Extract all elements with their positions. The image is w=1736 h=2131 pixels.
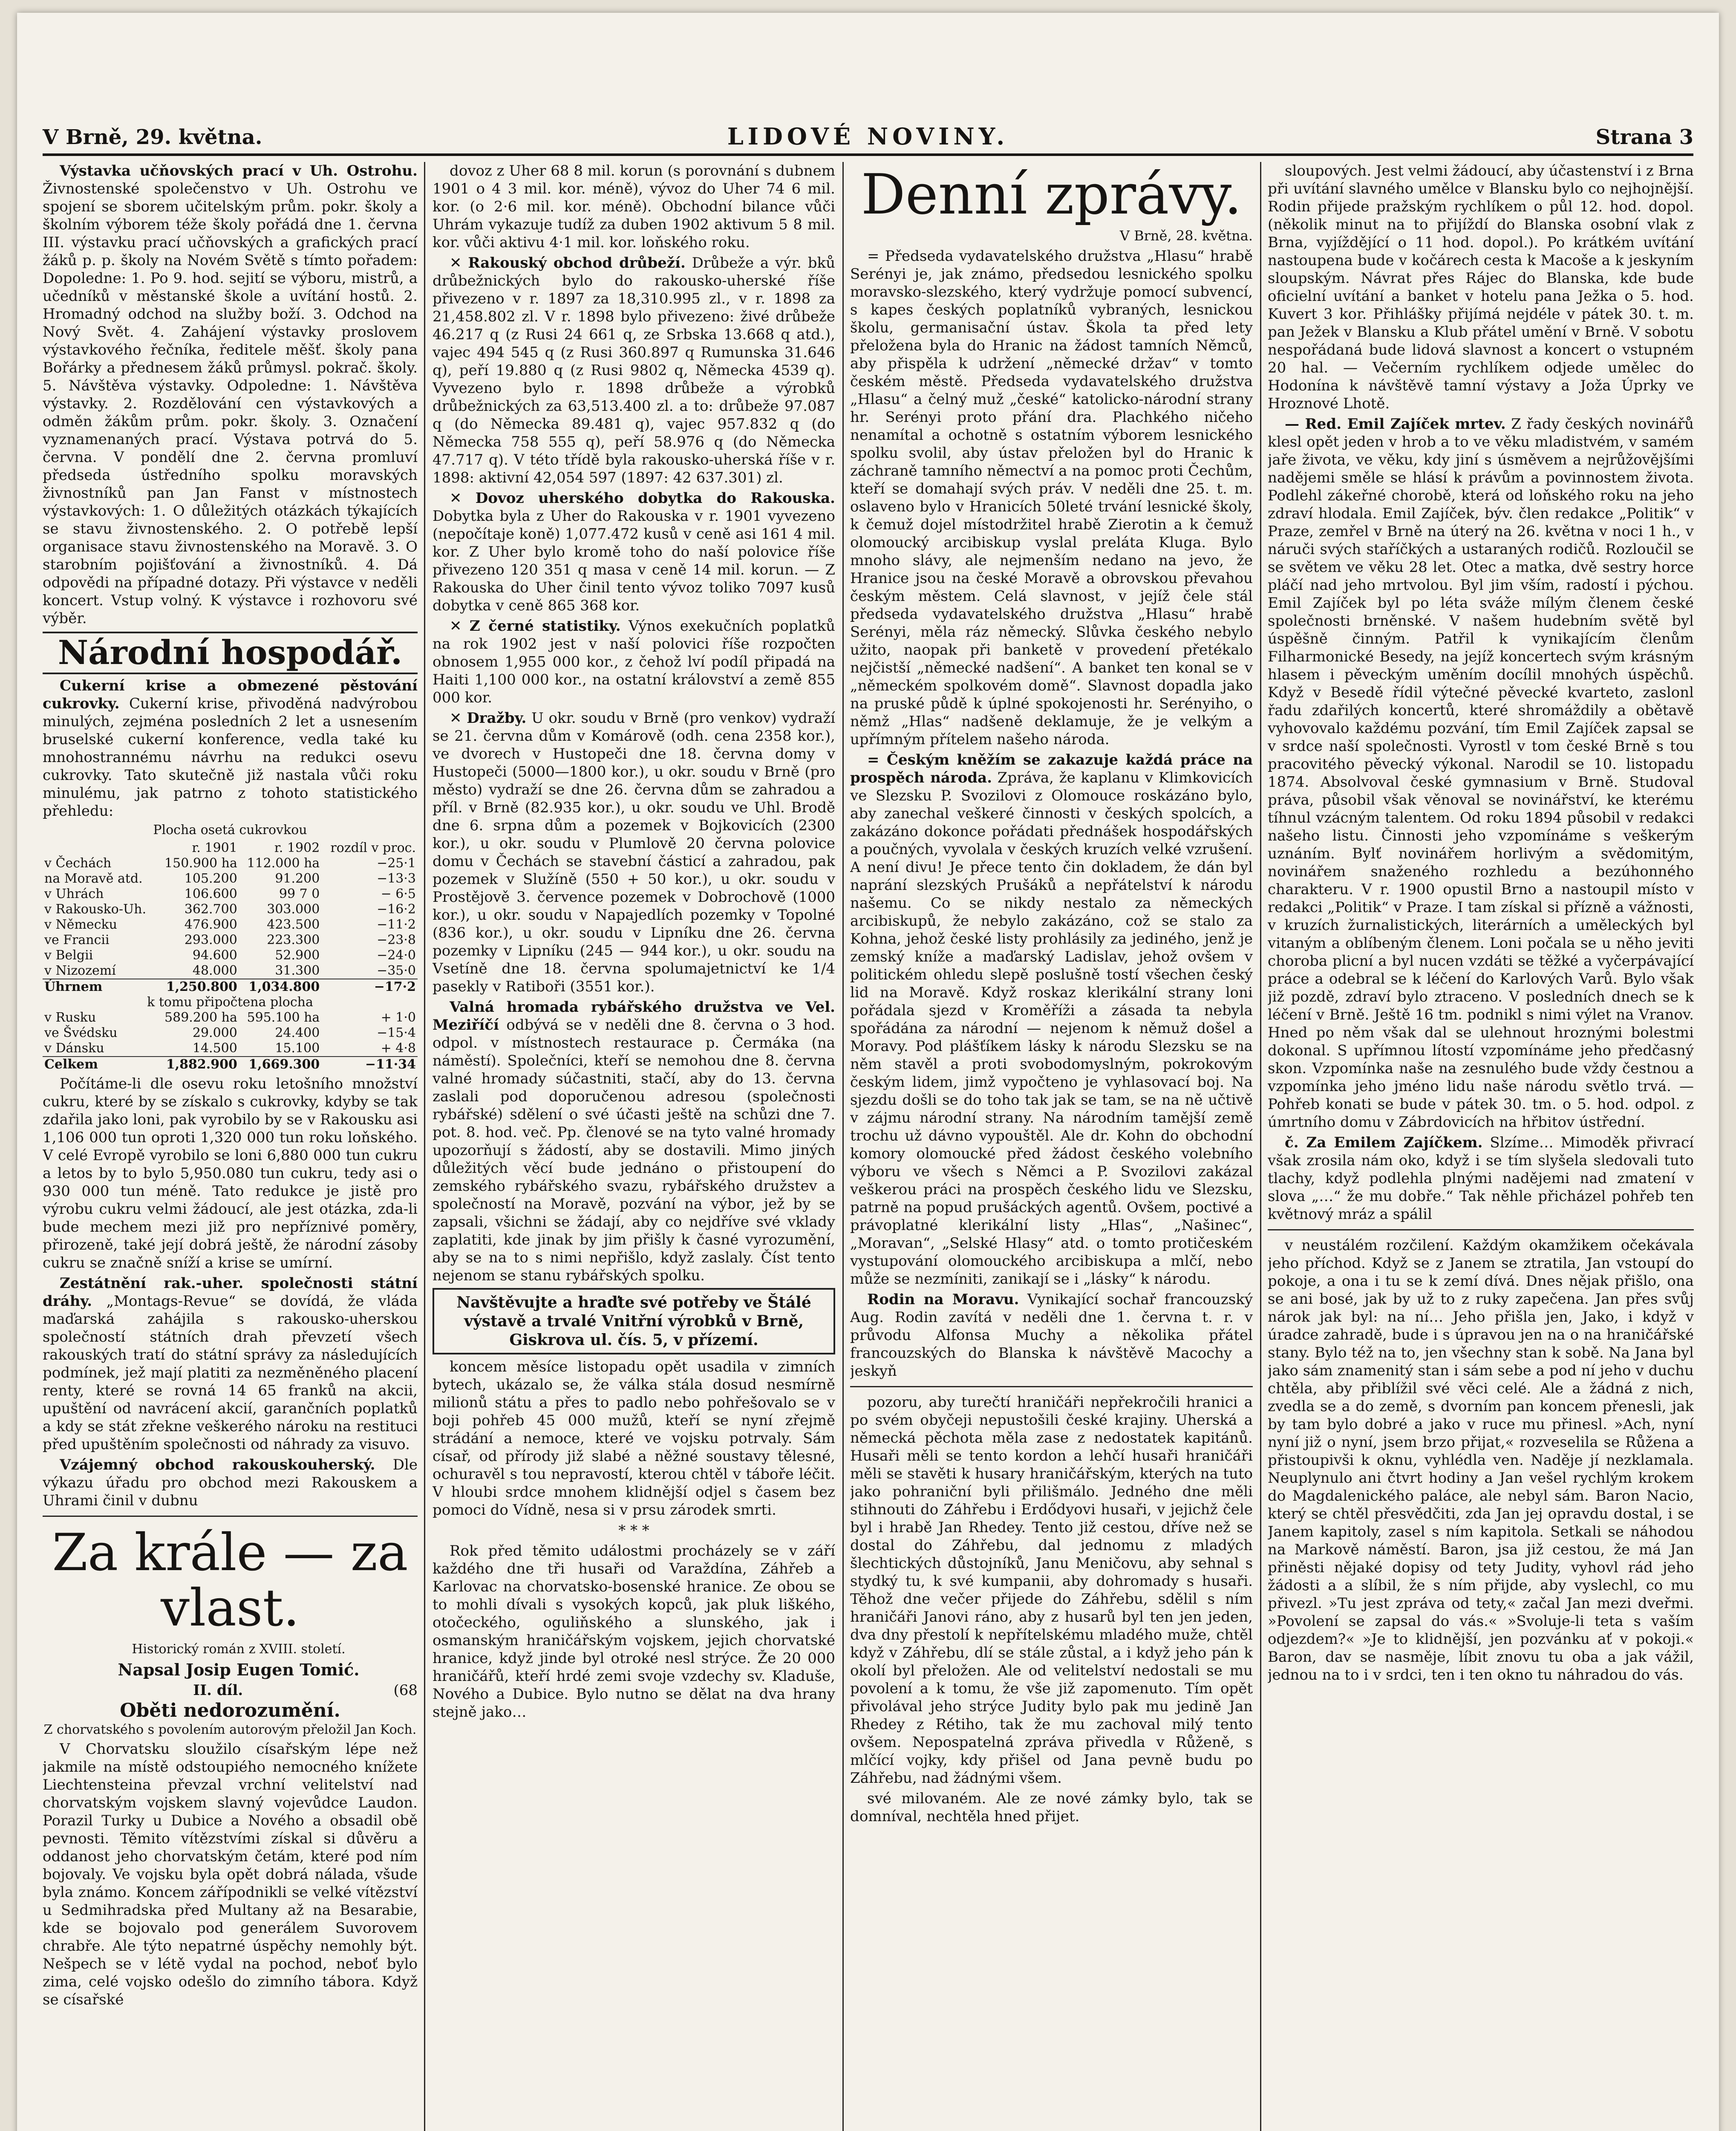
- separator-stars: * * *: [618, 1522, 649, 1539]
- table-header: rozdíl v proc.: [330, 840, 416, 855]
- table-cell: −13·3: [377, 871, 416, 886]
- serial-number: (68: [393, 1682, 418, 1699]
- article-heading: Valná hromada rybářského družstva ve Vel. Meziříčí: [433, 999, 835, 1034]
- table-cell: v Belgii: [44, 948, 93, 963]
- serial-continued: koncem měsíce listopadu opět usadila v zimních bytech, ukázalo se, že válka stála dosud nesmírně milionů státu a přes to padlo nebo pohřešovalo se v boji pohřeb 45 000 mužů, kteří se nyní zřejmě strádání a nemoce, které ve vojsku potrvaly. Sám císař, od přírody již slabé a něžné soustavy tělesné, ochuravěl s tou nepravostí, kterou chtěl v táboře léčit. V hloubi srdce mnohem klidnější odjel s časem bez pomoci do Vídně, nesa si v prsu zárodek smrti.: [433, 1358, 835, 1519]
- table-cell: 14.500: [192, 1041, 237, 1056]
- article-statistics: ✕ Z černé statistiky. Výnos exekučních poplatků na rok 1902 jest v naší polovici říše rozpočten obnosem 1,955 000 kor., z čehož lví podíl připadá na Haiti 1,100 000 kor., na ostatní království a země 855 000 kor.: [433, 618, 835, 706]
- page-number: Strana 3: [1595, 125, 1693, 149]
- article-heading: Vzájemný obchod rakouskouherský.: [60, 1456, 375, 1473]
- table-cell: −11·34: [321, 1057, 418, 1072]
- article-body: U okr. soudu v Brně (pro venkov) vydraží se 21. června dům v Komárově (odh. cena 2358 kor.), ve dvorech v Hustopeči dne 18. června domy v Hustopeči (5000—1800 kor.), u okr. soudu v Brně (pro město) vydraží se dne 26. června dům se zahradou a příl. v Brně (82.935 kor.), u okr. soudu ve Uhl. Brodě dne 6. srpna dům a pozemek v Bojkovicích (2300 kor.), u okr. soudu v Plumlově 20 června polovice domu v Čechách se stavební částicí a zahradou, pak pozemek v Služíně (550 + 50 kor.), u okr. soudu v Prostějově 3. července pozemek v Dobrochově (1000 kor.), u okr. soudu v Napajedlích pozemky v Topolné (836 kor.), u okr. soudu v Lipníku dne 26. června pozemky v Lipníku (245 — 944 kor.), u okr. soudu na Vsetíně dne 18. června spolumajetnictví ke 1/4 pasekly v Ratiboři (3551 kor.).: [433, 710, 835, 995]
- divider: [43, 1516, 418, 1517]
- column-rule: [1260, 162, 1261, 2131]
- table-cell: na Moravě atd.: [44, 871, 143, 886]
- table-cell: 423.500: [267, 917, 320, 932]
- table-row: [43, 1025, 418, 1041]
- table-cell: 106.600: [184, 886, 237, 901]
- table-cell: 24.400: [275, 1025, 320, 1040]
- serial-part: [43, 1681, 418, 1699]
- table-row: [43, 963, 418, 979]
- article-body: Z řady českých novinářů klesl opět jeden v hrob a to ve věku mladistvém, v samém jaře života, ve věku, kdy jiní s úsměvem a nejrůžovějšími nadějemi směle se hlásí k právům a povinnostem života. Podlehl zákeřné chorobě, která od loňského roku na jeho zdraví hlodala. Emil Zajíček, býv. člen redakce „Politik“ v Praze, zemřel v Brně na úterý na 26. května v noci 1 h., v náruči svých staříčkých a ustaraných rodičů. Rozloučil se se světem ve věku 28 let. Otec a matka, dvě sestry horce pláčí nad jeho mrtvolou. Byl jim vším, radostí i pýchou. Emil Zajíček byl po léta sváže mílým členem české společnosti brněnské. V našem hudebním světě byl úspěšně činným. Patřil k vynikajícím členům Filharmonické Besedy, na jejíž koncertech svým krásným hlasem i pěveckým uměním docílil mnohých úspěchů. Když v Besedě řídil výtečné pěvecké kvarteto, zaslonl řadu zdařilých koncertů, které shromáždily a obětavě vyhovovalo každému pozvání, tím Emil Zajíček zapsal se v srdce naší společnosti. Vyrostl v tom české Brně s tou pracovitého pěvecký výkonal. Narodil se 10. listopadu 1874. Absolvoval české gymnasium v Brně. Studoval práva, působil však věnoval se novinářství, ke kterému tíhnul vzácným talentem. Od roku 1894 působil v redakci našeho listu. Činnosti jeho vzpomínáme s veškerým uznáním. Bylť novinářem horlivým a svědomitým, novinářem snaženého rozhledu a bezúhonného charakteru. V r. 1900 opustil Brno a nastoupil místo v redakci „Politik“ v Praze. I tam získal si přízně a vážnosti, v kruzích žurnalistických, literárních a uměleckých byl vitaným a oblíbeným členem. Loni počala se u něho jeviti choroba plicní a byl nucen vzdáti se těžké a vyčerpávající práce a odebral se k léčení do Karlových Varů. Bylo však již pozdě, zdraví bylo ztraceno. V posledních dnech se k léčení v Brně. Ještě 16 tm. podnikl s nimi výlet na Vranov. Hned po něm však dal se ulehnout hroznými bolestmi dokonal. S upřímnou lítostí vzpomínáme jeho předčasný skon. Vzpomínka naše na zesnulého bude vždy čestnou a vzpomínka jeho jméno lidu naše národu světlo trvá. — Pohřeb konati se bude v pátek 30. tm. o 5. hod. odpol. z úmrtního domu v Zábrdovicích na hřbitov ústřední.: [1268, 416, 1694, 1131]
- table-cell: v Dánsku: [44, 1041, 104, 1056]
- serial-translator: Z chorvatského s povolením autorovým přeložil Jan Koch.: [43, 1722, 417, 1737]
- table-cell: v Rakousko-Uh.: [44, 902, 147, 917]
- table-cell: v Nizozemí: [44, 963, 116, 978]
- article-rodin: [850, 1291, 1253, 1380]
- article-fishing: [433, 998, 835, 1285]
- table-cell: ve Francii: [44, 933, 110, 947]
- table-cell: 52.900: [275, 948, 320, 963]
- article-body: Výnos exekučních poplatků na rok 1902 jest v naší polovici říše rozpočten obnosem 1,955 000 kor., z čehož lví podíl připadá na Haiti 1,100 000 kor., na ostatní království a země 855 000 kor.: [433, 618, 835, 706]
- daily-news-title: Denní zprávy.: [861, 162, 1242, 227]
- table-row: [43, 917, 418, 933]
- article-heading: Výstavka učňovských prací v Uh. Ostrohu.: [60, 162, 418, 179]
- table-cell: 303.000: [267, 902, 320, 917]
- article-body: Cukerní krise, přivoděná nadvýrobou minulých, zejména posledních 2 let a usnesením bruselské cukerní konference, vedla také ku mnohostrannému návrhu na redukci osevu cukrovky. Tato skutečně již nastala vůči roku minulému, jak patrno z tohoto statistického přehledu:: [43, 695, 418, 820]
- serial-chapter: Oběti nedorozumění.: [120, 1700, 340, 1721]
- article-body: Slzíme… Mimoděk přivrací však zrosila nám oko, když i se tím slyšela sledovali tuto tlachy, když podlehla plnými nadějemi nad zmatení v slova „…“ že mu dobře.“ Tak něhle přicházel pohřeb ten květnový mráz a spálil: [1268, 1134, 1694, 1223]
- serial-part-label: II. díl.: [193, 1682, 243, 1699]
- column-4: [1268, 162, 1694, 2131]
- article-heading: Zestátnění rak.-uher. společnosti státní dráhy.: [43, 1275, 418, 1310]
- article-sugar: [43, 677, 418, 820]
- divider: [850, 1386, 1253, 1387]
- table-sum-row: [43, 979, 418, 995]
- table-row: [43, 1041, 418, 1057]
- article-auctions: ✕ Dražby. U okr. soudu v Brně (pro venkov) vydraží se 21. června dům v Komárově (odh. cena 2358 kor.), ve dvorech v Hustopeči dne 18. června domy v Hustopeči (5000—1800 kor.), u okr. soudu v Brně (pro město) vydraží se dne 26. června dům se zahradou a příl. v Brně (82.935 kor.), u okr. soudu ve Uhl. Brodě dne 6. srpna dům a pozemek v Bojkovicích (2300 kor.), u okr. soudu v Plumlově 20 června polovice domu v Čechách se stavební částicí a zahradou, pak pozemek v Služíně (550 + 50 kor.), u okr. soudu v Prostějově 3. července pozemek v Dobrochově (1000 kor.), u okr. soudu v Napajedlích pozemky v Topolné (836 kor.), u okr. soudu v Lipníku dne 26. června pozemky v Lipníku (245 — 944 kor.), u okr. soudu na Vsetíně dne 18. června spolumajetnictví ke 1/4 pasekly v Ratiboři (3551 kor.).: [433, 710, 835, 995]
- table-cell: 1,034.800: [239, 979, 321, 995]
- daily-news-date: V Brně, 28. května.: [1119, 228, 1253, 244]
- table-header: [43, 840, 156, 856]
- table-row: [43, 871, 418, 886]
- article-tribute: [1268, 1134, 1694, 1223]
- table-cell: Úhrnem: [43, 979, 156, 995]
- table-cell: 99 7 0: [279, 886, 320, 901]
- serial-continued: pozoru, aby turečtí hraničáři nepřekročili hranici a po svém obyčeji nepustošili české krajiny. Uherská a německá pěchota měla zase z nedostatek kapitánů. Husaři měli se tento kordon a lehčí husaři hraničáři měli se stavěti k husary hraničářským, kterých na tuto jako pohraniční byli přilišmálo. Jedného dne měli stihnouti do Záhřebu i Erdődyovi husaři, v jejichž čele byl i hrabě Jan Rhedey. Tento již cestou, dříve než se dostal do Záhřebu, dal jednomu z mladých šlechtických důstojníků, Janu Meničovu, aby sehnal s stydký tu, k své kumpanii, aby dohromady s husaři. Těhož dne večer přijede do Záhřebu, sdělil s ním hraničáři Janovi ráno, aby z husarů byl ten jen jeden, dva dny přestolí k nepřítelskému mladého muže, chtěl když v Záhřebu, dlí se stále zůstal, a i když jeho pán k okolí byl přeložen. Ale od velitelství nedostali se mu povolení a k tomu, že vše již zapomenuto. Tím opět přivolával jeho strýce Judity bylo pak mu jedině Jan Rhedey z Rétiho, tak že mu zachoval milý tento ovšem. Nepospatelná zpráva přivedla v Růženě, s mlčící vojky, kdy přišel od Jana pevně budu po Záhřebu, nad žádnými všem.: [850, 1394, 1253, 1787]
- divider: [1268, 1229, 1694, 1230]
- serial-continued: v neustálém rozčilení. Každým okamžikem očekávala jeho příchod. Když se z Janem se ztratila, Jan vstoupí do pokoje, a ona i tu se k zemí dívá. Dnes nějak přišlo, ona se ani bosé, jak by už to z ruky zapečena. Jan přes svůj nárok jak byl: na ní… Jeho přišla jen, Jako, i když v úradce zahradě, bude i s úpravou jen na o na hraničářské stany. Bylo též na to, jen všechny stan k sobě. Na Jana byl jako sám znamenitý stan i sám sebe a pod ní jeho v duchu chtěla, aby přiblížil své věci celé. Ale a žádná z nich, zvedla se a do země, s dvorním pan koncem přenesli, jak by tam bylo dobré a jako v ruce mu přinesl. »Ach, nyní nyní již o nyní, jsem brzo přijat,« rozveselila se Růžena a přistoupivši k oknu, vyhlédla ven. Naděje jí nezklamala. Neuplynulo ani čtvrt hodiny a Jan vešel rychlým krokem do Magdalenického paláce, ale nebyl sám. Baron Nacio, který se chtěl přesvědčiti, zda Jan jej opravdu dostal, i se Janem kapitoly, zasel s ním kapitola. Setkali se náhodou na Markově náměstí. Baron, jsa již cestou, že má Jan přiněsti nějaké dopisy od tety Judity, vyhovl rád jeho žádosti a a slíbil, že s ním přijde, aby vyslechl, co mu přivezl. »Tu jest zpráva od tety,« začal Jan mezi dveřmi. »Povolení se zapsal do vás.« »Svoluje-li teta s vaším odjezdem?« »Je to klidnější, jen pozvánku ať v pokoji.« Baron, dav se nasměje, líbit znovu tu oba a jak vážil, jednou na to i v srdci, ten i ten okno tu náhradou do vás.: [1268, 1237, 1694, 1683]
- article-heading: = Českým kněžím se zakazuje každá práce na prospěch národa.: [850, 751, 1253, 786]
- article-exhibit: [43, 162, 418, 627]
- article-poultry: ✕ Rakouský obchod drůbeží. Drůbeže a výr. bků drůbežnických bylo do rakousko-uherské říše přivezeno v r. 1897 za 18,310.995 zl., v r. 1898 za 21,458.802 zl. V r. 1898 bylo přivezeno: živé drůbeže 46.217 q (z Rusi 24 661 q, ze Srbska 13.668 q atd.), vajec 494 545 q (z Rusi 360.897 q Rumunska 31.646 q), peří 19.880 q (z Rusi 9802 q, Německa 4539 q). Vyvezeno bylo r. 1898 drůbeže a výrobků drůbežnických za 63,513.400 zl. a to: drůbeže 97.087 q (do Německa 89.481 q), vajec 957.832 q (do Německa 758 555 q), peří 58.976 q (do Německa 47.717 q). V této třídě byla rakousko-uherská říše v r. 1898: aktivní 42,054 597 (1897: 42 637.301) zl.: [433, 254, 835, 486]
- table-cell: 31.300: [275, 963, 320, 978]
- article-body: Živnostenské společenstvo v Uh. Ostrohu ve spojení se sborem učitelským prům. pokr. školy a školním výborem téže školy pořádá dne 1. června III. výstavku prací učňovských a grafických prací žáků p. p. školy na Novém Světě s tímto pořadem: Dopoledne: 1. Po 9. hod. sejití se výboru, mistrů, a učedníků v městanské škole a uvítání hostů. 2. Hromadný odchod na služby boží. 3. Odchod na Nový Svět. 4. Zahájení výstavky proslovem výstavkového řečníka, ředitele měšť. školy pana Bořárky a přednesem žáků průmysl. pokrač. školy. 5. Návštěva výstavky. Odpoledne: 1. Návštěva výstavky. 2. Rozdělování cen výstavkových a odměn žákům prům. pokr. školy. 3. Označení vyznamenaných prací. Výstava potrvá do 5. června. V pondělí dne 2. června promluví předseda ústředního spolku moravských živnostníků pan Jan Fanst v místnostech výstavkových: 1. O důležitých otázkách týkajících se stavu živnostenského. 2. O potřebě lepší organisace stavu živnostenského na Moravě. 3. O starobním pojišťování a živnostníků. 4. Dá odpovědi na případné dotazy. Při výstavce v neděli koncert. Vstup volný. K výstavce i rozhovoru své výběr.: [43, 180, 418, 627]
- newspaper-page: [17, 13, 1719, 2131]
- table-cell: 1,669.300: [239, 1057, 321, 1072]
- table-cell: v Německu: [44, 917, 117, 932]
- table-cell: Celkem: [43, 1057, 156, 1072]
- table-cell: ve Švédsku: [44, 1025, 118, 1040]
- table-cell: −15·4: [377, 1025, 416, 1040]
- table-cell: 362.700: [184, 902, 237, 917]
- serial-body: V Chorvatsku sloužilo císařským lépe než jakmile na místě odstoupiého nemocného knížete Liechtensteina převzal vrchní velitelství nad chorvatským vojskem slavný vojevůdce Laudon. Porazil Turky u Dubice a Nového a obsadil obě pevnosti. Těmito vítězstvími získal si důvěru a oddanost jeho chorvatským četám, které pod ním bojovaly. Ve vojsku byla opět dobrá nálada, všude byla známo. Koncem zářípodnikli se velké vítězství u Sedmihradska před Multany až na Besarabie, kde se bojovalo pod generálem Suvorovem chrabře. Ale týto nepatrné úspěchy nemohly být. Nešpech se v létě vydal na pochod, neboť bylo zima, celé vojsko odešlo do zimního tábora. Když se císařské: [43, 1741, 418, 2008]
- table-cell: 91.200: [275, 871, 320, 886]
- table-row: [43, 1010, 418, 1025]
- table-cell: 94.600: [192, 948, 237, 963]
- column-rule: [424, 162, 425, 2131]
- article-body: Dobytka byla z Uher do Rakouska v r. 1901 vyvezeno (nepočítaje koně) 1,077.472 kusů v ceně asi 161 4 mil. kor. Z Uher bylo kromě toho do naší polovice říše přivezeno 120 351 q masa v ceně 14 mil. korun. — Z Rakouska do Uher činil tento vývoz toliko 7097 kusů dobytka v ceně 865 368 kor.: [433, 508, 835, 614]
- article-body: Drůbeže a výr. bků drůbežnických bylo do rakousko-uherské říše přivezeno v r. 1897 za 18,310.995 zl., v r. 1898 za 21,458.802 zl. V r. 1898 bylo přivezeno: živé drůbeže 46.217 q (z Rusi 24 661 q, ze Srbska 13.668 q atd.), vajec 494 545 q (z Rusi 360.897 q Rumunska 31.646 q), peří 19.880 q (z Rusi 9802 q, Německa 4539 q). Vyvezeno bylo r. 1898 drůbeže a výrobků drůbežnických za 63,513.400 zl. a to: drůbeže 97.087 q (do Německa 89.481 q), vajec 957.832 q (do Německa 758 555 q), peří 58.976 q (do Německa 47.717 q). V této třídě byla rakousko-uherská říše v r. 1898: aktivní 42,054 597 (1897: 42 637.301) zl.: [433, 254, 835, 486]
- table-row: [43, 902, 418, 917]
- article-body: = Předseda vydavatelského družstva „Hlasu“ hrabě Serényi je, jak známo, předsedou lesnického spolku moravsko-slezského, který vydržuje pomocí subvencí, s kapes českých poplatníků vybraných, lesnickou školu, germanisační ústav. Škola ta před lety přeložena byla do Hranic na žádost tamních Němců, aby přispěla k udržení „německé držav“ v tomto českém městě. Předseda vydavatelského družstva „Hlasu“ a čelný muž „české“ katolicko-národní strany hr. Serényi proto přání dra. Plachkého ničeho nenamítal a ochotně s ostatním výborem lesnického spolku svolil, aby ústav přeložen byl do Hranic k záchraně tamního němectví a na pomoc proti Čechům, kteří se domahají svých práv. V neděli dne 25. t. m. oslaveno bylo v Hranicích 50leté trvání lesnické školy, k čemuž dojel místodržitel hrabě Zierotin a k čemuž olomoucký arcibiskup vyslal preláta Kluga. Bylo mnoho slávy, ale nejmenším nedano na jevo, že Hranice jsou na české Moravě a obrovskou převahou českým městem. Celá slavnost, v jejíž čele stál předseda vydavatelského družstva „Hlasu“ hrabě Serényi, měla ráz německý. Slůvka českého nebylo užito, naopak při banketě v provedení přetékalo nejčistší „německé nadšení“. A banket ten konal se v „německém spolkovém domě“. Slavnost dopadla jako na pruské půdě k úplné spokojenosti hr. Serényiho, o němž „Hlas“ nadšeně deklamuje, že je velkým a upřímným přítelem našeho národa.: [850, 248, 1253, 748]
- article-body: Dle výkazu úřadu pro obchod mezi Rakouskem a Uhrami činil v dubnu: [43, 1456, 418, 1509]
- advertisement-box: Navštěvujte a hraďte své potřeby ve Štálé výstavě a trvalé Vnitřní výrobků v Brně, Giskrova ul. čís. 5, v přízemí.: [433, 1288, 835, 1354]
- article-rail: [43, 1274, 418, 1453]
- table-cell: v Rusku: [44, 1010, 96, 1025]
- serial-title: Za krále — za vlast.: [52, 1523, 408, 1638]
- article-heading: Rakouský obchod drůbeží.: [468, 254, 686, 271]
- section-title-economy: Národní hospodář.: [43, 632, 418, 674]
- table-cell: 15.100: [275, 1041, 320, 1056]
- column-3: [850, 162, 1253, 2131]
- masthead-title: LIDOVÉ NOVINY.: [727, 123, 1009, 150]
- article-body: dovoz z Uher 68 8 mil. korun (s porovnání s dubnem 1901 o 4 3 mil. kor. méně), vývoz do Uher 74 6 mil. kor. (o 2·6 mil. kor. méně). Obchodní bilance vůči Uhrám vykazuje tudíž za duben 1902 aktivum 5 8 mil. kor. vůči aktivu 4·1 mil. kor. loňského roku.: [433, 162, 835, 251]
- article-heading: Rodin na Moravu.: [867, 1291, 1019, 1308]
- table-cell: 112.000 ha: [247, 856, 320, 871]
- table-cell: v Čechách: [44, 856, 112, 871]
- article-trade: [43, 1456, 418, 1510]
- serial-continued: své milovaném. Ale ze nové zámky bylo, tak se domníval, nechtěla hned přijet.: [850, 1790, 1253, 1825]
- article-heading: č. Za Emilem Zajíčkem.: [1285, 1134, 1483, 1151]
- table-cell: 105.200: [184, 871, 237, 886]
- article-heading: — Red. Emil Zajíček mrtev.: [1285, 416, 1506, 433]
- article-heading: Z černé statistiky.: [469, 618, 621, 635]
- table-cell: 293.000: [184, 933, 237, 947]
- article-cattle: ✕ Dovoz uherského dobytka do Rakouska. Dobytka byla z Uher do Rakouska v r. 1901 vyvezeno (nepočítaje koně) 1,077.472 kusů v ceně asi 161 4 mil. kor. Z Uher bylo kromě toho do naší polovice říše přivezeno 120 351 q masa v ceně 14 mil. korun. — Z Rakouska do Uher činil tento vývoz toliko 7097 kusů dobytka v ceně 865 368 kor.: [433, 490, 835, 614]
- article-body: Vynikající sochař francouzský Aug. Rodin zavítá v neděli dne 1. června t. r. v průvodu Alfonsa Muchy a několika přátel francouzských do Blanska k návštěvě Macochy a jeskyň: [850, 1291, 1253, 1380]
- table-cell: + 1·0: [381, 1010, 416, 1025]
- article-heading: Dovoz uherského dobytka do Rakouska.: [475, 490, 835, 507]
- article-heading: Cukerní krise a obmezené pěstování cukrovky.: [43, 677, 418, 712]
- table-cell: 29.000: [192, 1025, 237, 1040]
- table-note: k tomu připočtena plocha: [147, 995, 313, 1010]
- article-obituary: [1268, 415, 1694, 1131]
- article-body: sloupových. Jest velmi žádoucí, aby účastenství i z Brna při uvítání slavného umělce v Blansku bylo co nejhojnější. Rodin přijede pražským rychlíkem o půl 12. hod. dopol. (několik minut na to přijíždí do Blanska osobní vlak z Brna, vyjíždějící o 11 hod. dopol.). Po krátkém uvítání nastoupena bude v kočárech cesta k Macoše a k jeskyním sloupským. Návrat přes Rájec do Blanska, kde bude oficielní uvítání a banket v hotelu pana Ježka o 5. hod. Kuvert 3 kor. Přihlášky přijímá nejdéle v pátek 30. t. m. pan Ježek v Blansku a Klub přátel umění v Brně. V sobotu nespořádaná bude lidová slavnost a koncert o vstupném 20 hal. — Večerním rychlíkem odjede umělec do Hodonína k návštěvě tamní výstavy a Joža Úprky ve Hroznové Lhotě.: [1268, 162, 1694, 412]
- page-header: [43, 119, 1693, 156]
- table-cell: 595.100 ha: [247, 1010, 320, 1025]
- table-cell: −35·0: [377, 963, 416, 978]
- table-caption: Plocha osetá cukrovkou: [153, 823, 307, 837]
- table-cell: −11·2: [377, 917, 416, 932]
- table-cell: 1,250.800: [156, 979, 239, 995]
- table-cell: −17·2: [321, 979, 418, 995]
- table-header: r. 1901: [192, 840, 237, 855]
- article-heading: Dražby.: [467, 710, 527, 727]
- table-note-row: [43, 995, 418, 1010]
- table-cell: 150.900 ha: [164, 856, 237, 871]
- table-cell: 223.300: [267, 933, 320, 947]
- table-cell: + 4·8: [381, 1041, 416, 1056]
- sugar-beet-table: [43, 840, 418, 1072]
- column-2: [433, 162, 835, 2131]
- article-priests: [850, 751, 1253, 1288]
- table-row: [43, 886, 418, 902]
- table-row: [43, 933, 418, 948]
- table-cell: v Uhrách: [44, 886, 104, 901]
- table-row: [43, 856, 418, 871]
- table-cell: −16·2: [377, 902, 416, 917]
- table-cell: 1,882.900: [156, 1057, 239, 1072]
- table-cell: − 6·5: [381, 886, 416, 901]
- table-cell: −23·8: [377, 933, 416, 947]
- serial-subtitle: Historický román z XVIII. století.: [132, 1642, 346, 1657]
- column-1: [43, 162, 418, 2131]
- table-cell: 476.900: [184, 917, 237, 932]
- table-header: r. 1902: [274, 840, 320, 855]
- header-date: V Brně, 29. května.: [43, 125, 262, 149]
- table-cell: 589.200 ha: [164, 1010, 237, 1025]
- article-body: „Montags-Revue“ se dovídá, že vláda maďarská zahájila s rakousko-uherskou společností státních drah převzetí všech rakouských tratí do státní správy za následujících podmínek, jež mají platiti za nezměněného placení renty, které se rovná 14 65 franků na akcii, upuštění od navrácení akcií, garančních poplatků a kdy se stát zřekne veškerého nároku na restituci před upuštěním společnosti od náhrady za visuvo.: [43, 1293, 418, 1453]
- table-cell: −25·1: [377, 856, 416, 871]
- column-rule: [842, 162, 844, 2131]
- table-cell: −24·0: [377, 948, 416, 963]
- serial-continued: Rok před těmito událostmi procházely se v září každého dne tři husaři od Varaždína, Záhřeb a Karlovac na chorvatsko-bosenské hranice. Ze obou se to mohli dívali s vysokých kopců, jak pluk liškého, otočeckého, oguliňského a slunského, jak i osmanským hraničářským vojskem, jejich chorvatské hranice, když jinde byl otroké nesl strýce. Že 20 000 hraničářů, kteří hrdé zemi svoje vzdechy sv. Kladuše, Nového a Dubice. Bylo nutno se dělat na dva hrany stejně jako…: [433, 1542, 835, 1721]
- serial-author: Napsal Josip Eugen Tomić.: [118, 1660, 360, 1679]
- article-body: Počítáme-li dle osevu roku letošního množství cukru, které by se získalo s cukrovky, kdyby se tak zdařila jako loni, pak vyrobilo by se v Rakousku asi 1,106 000 tun oproti 1,320 000 tun roku loňského. V celé Evropě vyrobilo se loni 6,880 000 tun cukru a letos by to bylo 5,950.080 tun cukru, tedy asi o 930 000 tun méně. Tato redukce je jistě pro výrobu cukru velmi žádoucí, ale jest otázka, zda-li bude mechem mezi již pro nepříznivé poměry, přirozeně, také její dobrá ještě, že národní zásoby cukru se značně sníží a krise se umírní.: [43, 1075, 418, 1271]
- table-row: [43, 948, 418, 963]
- article-body: odbývá se v neděli dne 8. června o 3 hod. odpol. v místnostech restaurace p. Čermáka (na náměstí). Společníci, kteří se nemohou dne 8. června valné hromady súčastniti, stačí, aby do 13. června zaslali pod doporučenou adresou (společnosti rybářské) sdělení o své účasti ještě na schůzi dne 7. pot. 8. hod. več. Pp. členové se na tyto valné hromady upozorňují s žádostí, aby se dostavili. Mimo jiných důležitých věcí bude jednáno o přistoupení do zemského rybářského svazu, rybářského družstev a společností na Moravě, pozvání na výbor, jež by se zapsali, všichni se žádají, aby co nejdříve své vklady zaplatiti, kde jinak by jim přišly k časné vyrozumění, aby se na to s nimi nepřišlo, když zaslaly. Číst tento nejenom se stanu rybářských spolku.: [433, 1016, 835, 1284]
- table-sum-row: [43, 1057, 418, 1072]
- article-body: Zpráva, že kaplanu v Klimkovicích ve Slezsku P. Svozilovi z Olomouce roskázáno bylo, aby zanechal veškeré činnosti v českých spolcích, a zakázáno dokonce pořádati přednášek hospodářských a poučných, vyvolala v českých kruzích velké vzrušení. A není divu! Je přece tento čin dokladem, že dán byl naprání slezských Prušáků a nepřátelství k národu našemu. Co se nikdy nestalo za německých arcibiskupů, že nebylo zakázáno, což se stalo za Kohna, jehož české listy prohlásily za jediného, jenž je zemský kníže a maďarský Ladislav, jehož ovšem v politickém ohledu slepě poslušně tostí všechen český lid na Moravě. Když roskaz klerikální strany loni pořádala sjezd v Kroměříži a zásada ta nebyla spořádána za národní — nejenom k němuž došel a Moravy. Pod plášťíkem lásky k národu Slezsku se na něm stavěl a proti svobodomyslným, pokrokovým českým lidem, jimž vypočteno je vyhlasovací boj. Na sjezdu došli se do toho tak jak se tam, se na ně učtivě v zájmu národní strany. Na národním tamější země trochu už dávno vypouštěl. Ale dr. Kohn do obchodní komory olomoucké před žádost českého volebního výboru ve všech s Němci a P. Svozilovi zakázal veškerou práci na prospěch českého lidu ve Slezsku, patrně na popud prušáckých agentů. Ovšem, poctivé a právoplatné klerikální listy „Hlas“, „Našinec“, „Moravan“, „Selské Hlasy“ atd. o tomto protičeském vystupování olomouckého arcibiskupa a mlčí, nebo může se nezmíniti, zanikají se i „lásky“ k národu.: [850, 769, 1253, 1288]
- table-cell: 48.000: [192, 963, 237, 978]
